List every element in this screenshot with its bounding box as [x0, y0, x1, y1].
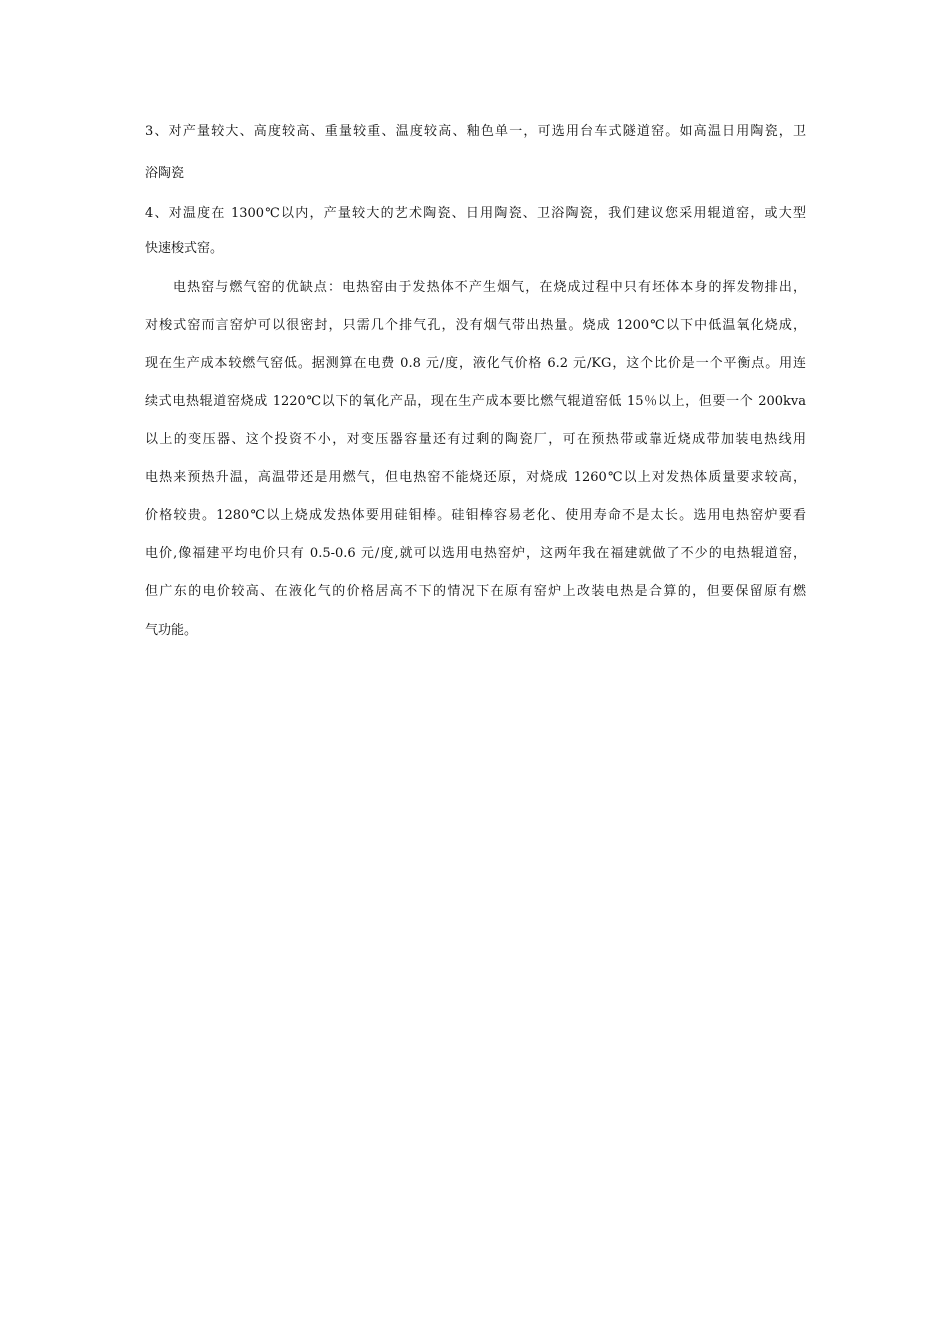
text-line: 电热来预热升温，高温带还是用燃气，但电热窑不能烧还原，对烧成 1260℃以上对发热体质量要求较高， [145, 470, 806, 485]
text-line: 对梭式窑而言窑炉可以很密封，只需几个排气孔，没有烟气带出热量。烧成 1200℃以下中低温氧化烧成， [145, 318, 806, 333]
text-line: 续式电热辊道窑烧成 1220℃以下的氧化产品，现在生产成本要比燃气辊道窑低 15％以上，但要一个 200kva [145, 394, 806, 409]
text-line: 浴陶瓷 [145, 166, 185, 181]
text-line: 电价,像福建平均电价只有 0.5-0.6 元/度,就可以选用电热窑炉，这两年我在福建就做了不少的电热辊道窑， [145, 546, 806, 561]
text-line: 价格较贵。1280℃以上烧成发热体要用硅钼棒。硅钼棒容易老化、使用寿命不是太长。选用电热窑炉要看 [145, 508, 806, 523]
text-line: 现在生产成本较燃气窑低。据测算在电费 0.8 元/度，液化气价格 6.2 元/KG，这个比价是一个平衡点。用连 [145, 356, 806, 371]
text-line: 以上的变压器、这个投资不小，对变压器容量还有过剩的陶瓷厂，可在预热带或靠近烧成带加装电热线用 [145, 432, 806, 447]
text-line: 但广东的电价较高、在液化气的价格居高不下的情况下在原有窑炉上改装电热是合算的，但要保留原有燃 [145, 584, 806, 599]
text-line: 4、对温度在 1300℃以内，产量较大的艺术陶瓷、日用陶瓷、卫浴陶瓷，我们建议您采用辊道窑，或大型 [145, 206, 806, 221]
text-line: 气功能。 [145, 623, 198, 638]
text-line: 3、对产量较大、高度较高、重量较重、温度较高、釉色单一，可选用台车式隧道窑。如高温日用陶瓷，卫 [145, 124, 806, 139]
text-line: 电热窑与燃气窑的优缺点：电热窑由于发热体不产生烟气，在烧成过程中只有坯体本身的挥发物排出， [173, 280, 806, 295]
text-line: 快速梭式窑。 [145, 241, 224, 256]
